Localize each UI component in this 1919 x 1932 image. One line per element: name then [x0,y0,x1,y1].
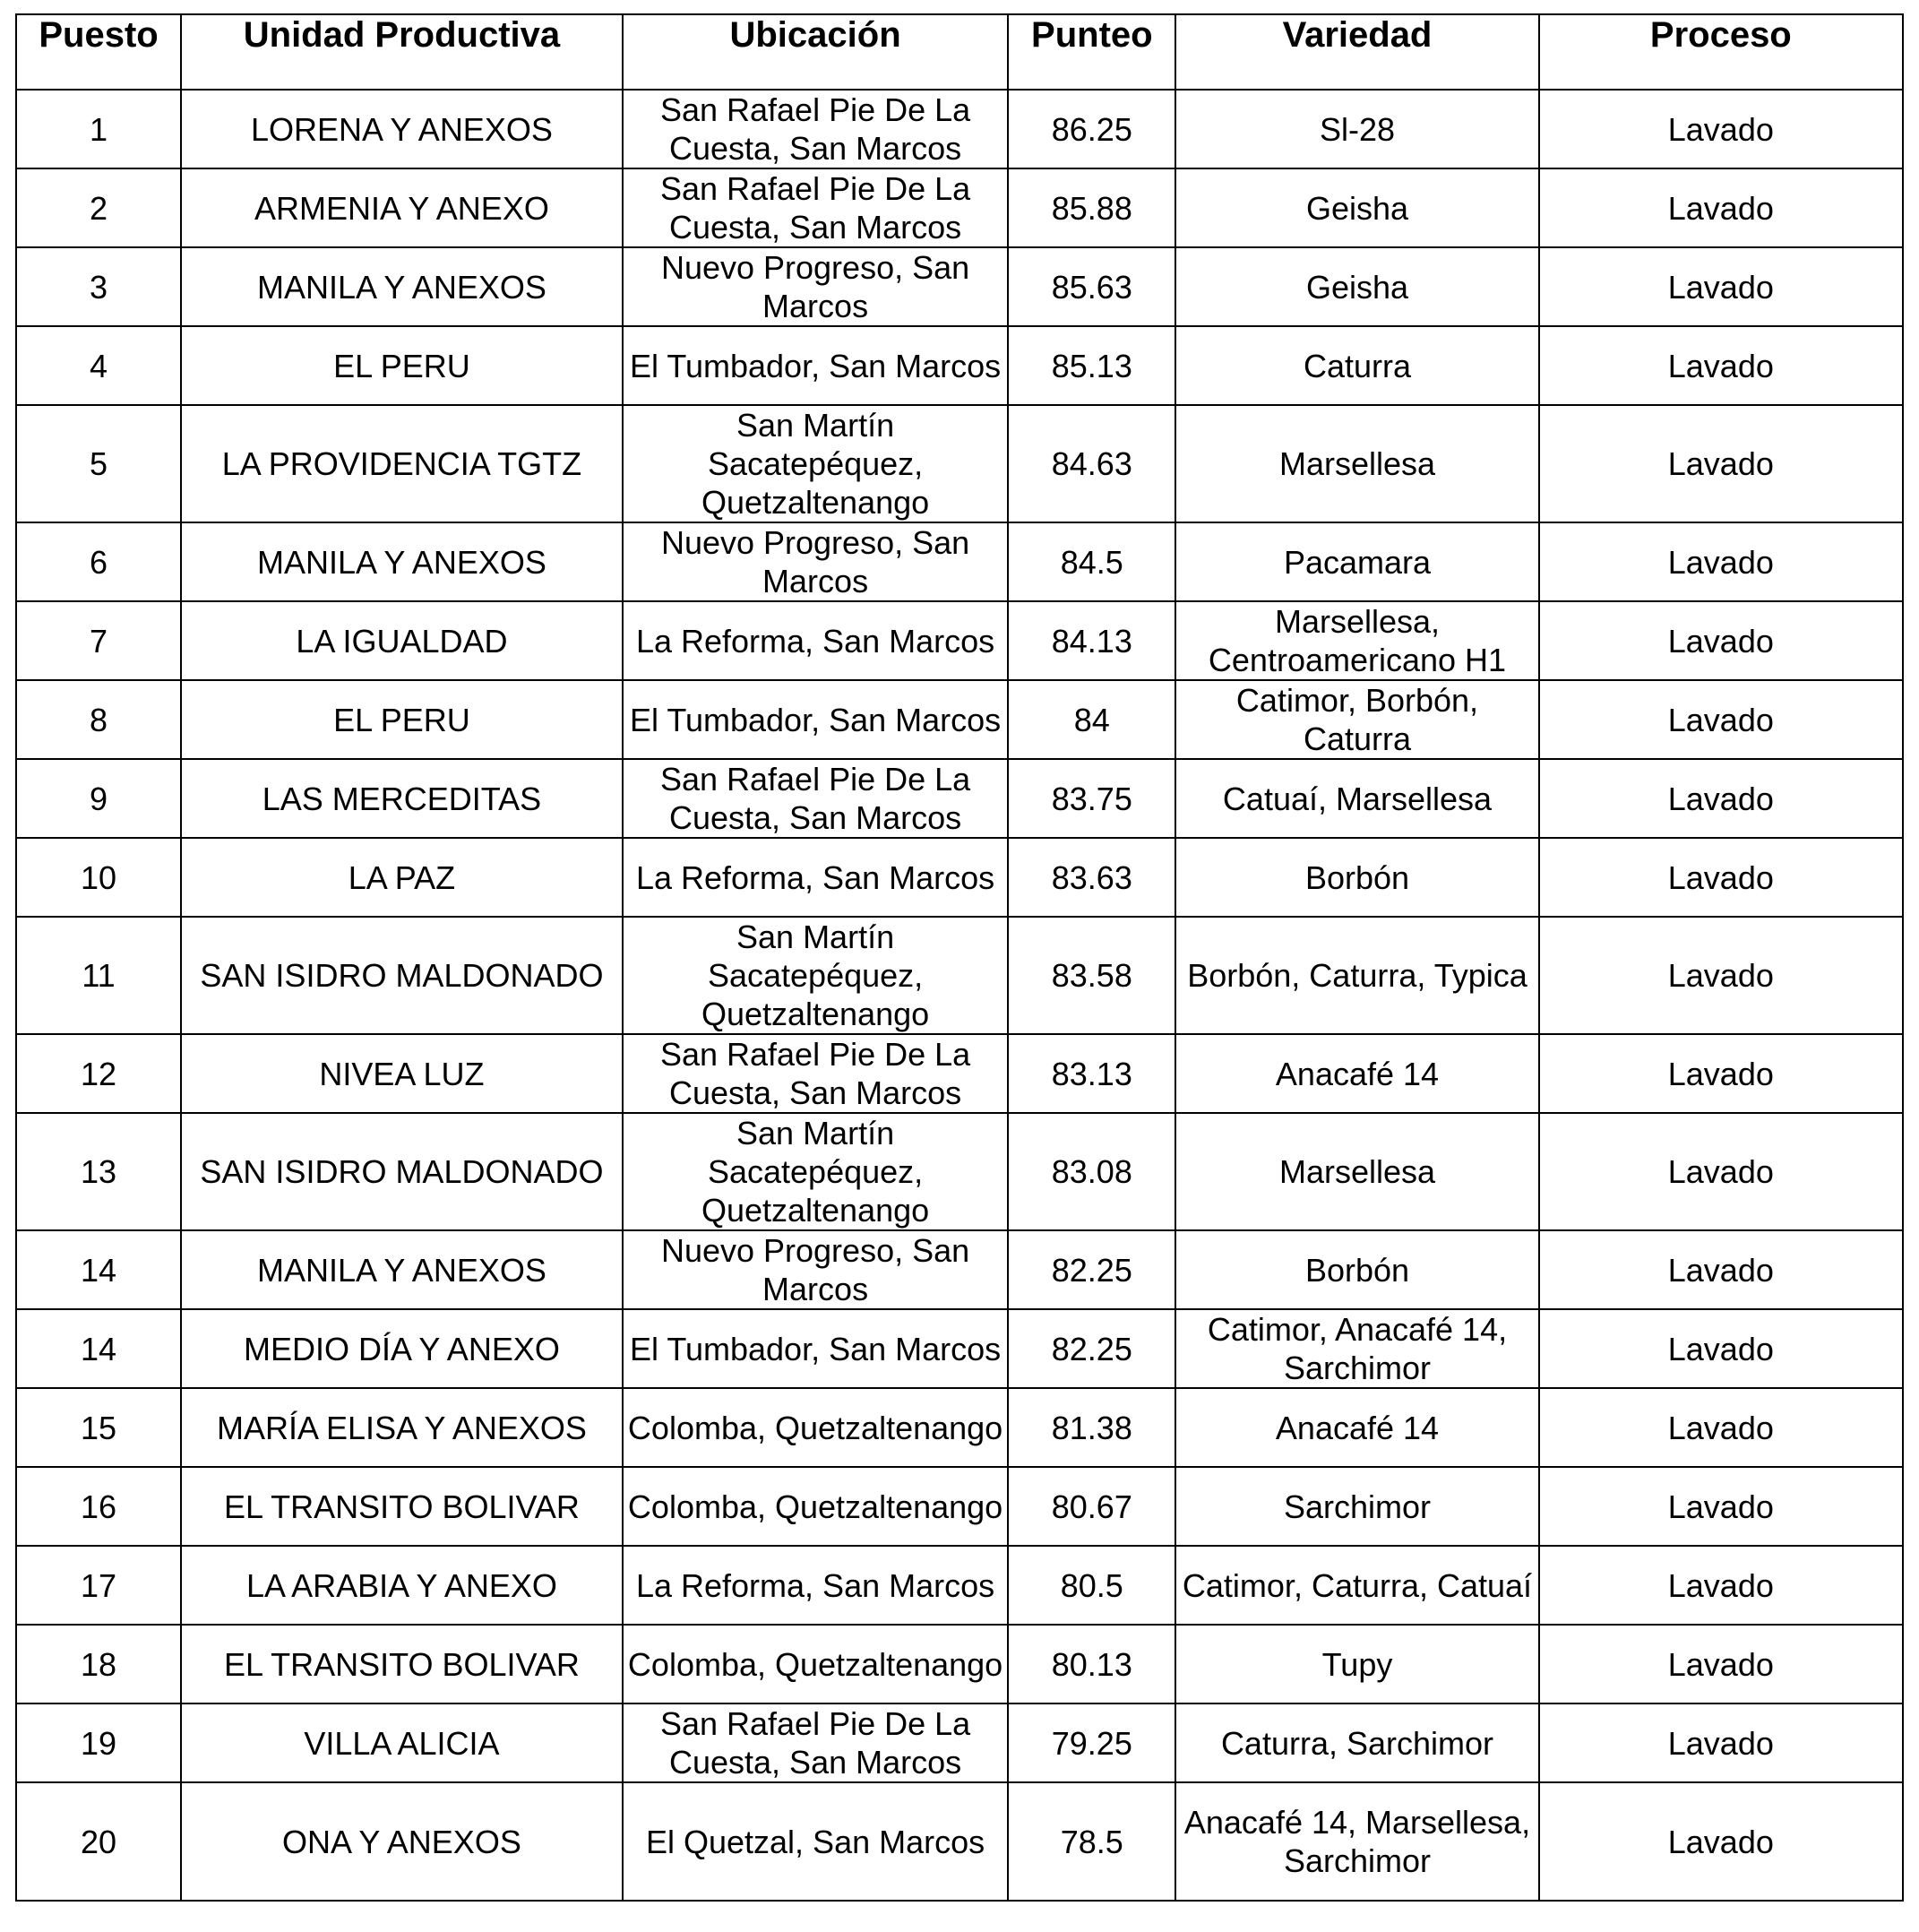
column-header-variedad: Variedad [1175,14,1538,90]
punteo-cell: 84.13 [1008,601,1175,680]
punteo-cell: 83.58 [1008,917,1175,1034]
puesto-cell: 17 [16,1546,181,1625]
ubicacion-cell: San Martín Sacatepéquez, Quetzaltenango [623,405,1008,522]
unidad-productiva-cell: ONA Y ANEXOS [181,1782,623,1901]
proceso-cell: Lavado [1539,838,1903,917]
ubicacion-cell: La Reforma, San Marcos [623,1546,1008,1625]
puesto-cell: 11 [16,917,181,1034]
table-row [16,1546,1903,1625]
variedad-cell: Geisha [1175,247,1538,326]
ubicacion-cell: Nuevo Progreso, San Marcos [623,1230,1008,1309]
table-row [16,1034,1903,1113]
unidad-productiva-cell: VILLA ALICIA [181,1703,623,1782]
puesto-cell: 8 [16,680,181,759]
proceso-cell: Lavado [1539,1546,1903,1625]
variedad-cell: Tupy [1175,1625,1538,1703]
ubicacion-cell: San Rafael Pie De La Cuesta, San Marcos [623,1034,1008,1113]
puesto-cell: 1 [16,90,181,168]
table-row [16,90,1903,168]
table-row [16,247,1903,326]
table-header [16,14,1903,90]
puesto-cell: 12 [16,1034,181,1113]
ubicacion-cell: San Rafael Pie De La Cuesta, San Marcos [623,1703,1008,1782]
punteo-cell: 81.38 [1008,1388,1175,1467]
punteo-cell: 84.5 [1008,522,1175,601]
proceso-cell: Lavado [1539,601,1903,680]
proceso-cell: Lavado [1539,1034,1903,1113]
punteo-cell: 83.63 [1008,838,1175,917]
proceso-cell: Lavado [1539,759,1903,838]
proceso-cell: Lavado [1539,247,1903,326]
punteo-cell: 83.75 [1008,759,1175,838]
ubicacion-cell: Colomba, Quetzaltenango [623,1625,1008,1703]
column-header-proceso: Proceso [1539,14,1903,90]
unidad-productiva-cell: MANILA Y ANEXOS [181,1230,623,1309]
ubicacion-cell: El Tumbador, San Marcos [623,326,1008,405]
unidad-productiva-cell: SAN ISIDRO MALDONADO [181,1113,623,1230]
puesto-cell: 14 [16,1309,181,1388]
proceso-cell: Lavado [1539,680,1903,759]
punteo-cell: 80.13 [1008,1625,1175,1703]
variedad-cell: Geisha [1175,168,1538,247]
punteo-cell: 80.5 [1008,1546,1175,1625]
punteo-cell: 84.63 [1008,405,1175,522]
unidad-productiva-cell: EL PERU [181,326,623,405]
table-row [16,680,1903,759]
table-row [16,405,1903,522]
unidad-productiva-cell: NIVEA LUZ [181,1034,623,1113]
puesto-cell: 13 [16,1113,181,1230]
proceso-cell: Lavado [1539,1467,1903,1546]
puesto-cell: 7 [16,601,181,680]
unidad-productiva-cell: LA IGUALDAD [181,601,623,680]
proceso-cell: Lavado [1539,1309,1903,1388]
unidad-productiva-cell: LAS MERCEDITAS [181,759,623,838]
table-row [16,1388,1903,1467]
punteo-cell: 84 [1008,680,1175,759]
variedad-cell: Marsellesa [1175,1113,1538,1230]
variedad-cell: Catimor, Anacafé 14, Sarchimor [1175,1309,1538,1388]
ubicacion-cell: Colomba, Quetzaltenango [623,1388,1008,1467]
ubicacion-cell: La Reforma, San Marcos [623,601,1008,680]
column-header-unidad-productiva: Unidad Productiva [181,14,623,90]
table-row [16,601,1903,680]
proceso-cell: Lavado [1539,1113,1903,1230]
table-row [16,759,1903,838]
puesto-cell: 9 [16,759,181,838]
table-row [16,168,1903,247]
proceso-cell: Lavado [1539,405,1903,522]
variedad-cell: Borbón [1175,1230,1538,1309]
puesto-cell: 10 [16,838,181,917]
ubicacion-cell: San Rafael Pie De La Cuesta, San Marcos [623,90,1008,168]
results-table [15,13,1904,1902]
punteo-cell: 85.88 [1008,168,1175,247]
proceso-cell: Lavado [1539,1230,1903,1309]
punteo-cell: 80.67 [1008,1467,1175,1546]
puesto-cell: 14 [16,1230,181,1309]
puesto-cell: 18 [16,1625,181,1703]
variedad-cell: Marsellesa, Centroamericano H1 [1175,601,1538,680]
punteo-cell: 82.25 [1008,1230,1175,1309]
table-row [16,838,1903,917]
unidad-productiva-cell: MEDIO DÍA Y ANEXO [181,1309,623,1388]
unidad-productiva-cell: MANILA Y ANEXOS [181,247,623,326]
proceso-cell: Lavado [1539,1782,1903,1901]
ubicacion-cell: San Martín Sacatepéquez, Quetzaltenango [623,917,1008,1034]
unidad-productiva-cell: EL PERU [181,680,623,759]
puesto-cell: 16 [16,1467,181,1546]
column-header-ubicacion: Ubicación [623,14,1008,90]
table-row [16,1230,1903,1309]
variedad-cell: Anacafé 14 [1175,1388,1538,1467]
variedad-cell: Borbón, Caturra, Typica [1175,917,1538,1034]
unidad-productiva-cell: MARÍA ELISA Y ANEXOS [181,1388,623,1467]
unidad-productiva-cell: ARMENIA Y ANEXO [181,168,623,247]
variedad-cell: Catimor, Borbón, Caturra [1175,680,1538,759]
ubicacion-cell: San Rafael Pie De La Cuesta, San Marcos [623,168,1008,247]
proceso-cell: Lavado [1539,1625,1903,1703]
unidad-productiva-cell: EL TRANSITO BOLIVAR [181,1467,623,1546]
unidad-productiva-cell: EL TRANSITO BOLIVAR [181,1625,623,1703]
table-row [16,1625,1903,1703]
variedad-cell: Marsellesa [1175,405,1538,522]
proceso-cell: Lavado [1539,917,1903,1034]
punteo-cell: 85.63 [1008,247,1175,326]
table-row [16,1782,1903,1901]
proceso-cell: Lavado [1539,1703,1903,1782]
proceso-cell: Lavado [1539,522,1903,601]
ubicacion-cell: Nuevo Progreso, San Marcos [623,522,1008,601]
puesto-cell: 5 [16,405,181,522]
table-row [16,1467,1903,1546]
punteo-cell: 83.13 [1008,1034,1175,1113]
column-header-puesto: Puesto [16,14,181,90]
variedad-cell: Catimor, Caturra, Catuaí [1175,1546,1538,1625]
ubicacion-cell: La Reforma, San Marcos [623,838,1008,917]
unidad-productiva-cell: LA PAZ [181,838,623,917]
ubicacion-cell: El Tumbador, San Marcos [623,1309,1008,1388]
ubicacion-cell: San Rafael Pie De La Cuesta, San Marcos [623,759,1008,838]
puesto-cell: 20 [16,1782,181,1901]
unidad-productiva-cell: LA PROVIDENCIA TGTZ [181,405,623,522]
column-header-punteo: Punteo [1008,14,1175,90]
puesto-cell: 15 [16,1388,181,1467]
variedad-cell: Caturra, Sarchimor [1175,1703,1538,1782]
puesto-cell: 2 [16,168,181,247]
punteo-cell: 83.08 [1008,1113,1175,1230]
proceso-cell: Lavado [1539,326,1903,405]
puesto-cell: 19 [16,1703,181,1782]
table-body [16,90,1903,1901]
table-row [16,1309,1903,1388]
punteo-cell: 82.25 [1008,1309,1175,1388]
unidad-productiva-cell: LA ARABIA Y ANEXO [181,1546,623,1625]
variedad-cell: Anacafé 14, Marsellesa, Sarchimor [1175,1782,1538,1901]
punteo-cell: 85.13 [1008,326,1175,405]
variedad-cell: Pacamara [1175,522,1538,601]
variedad-cell: Sarchimor [1175,1467,1538,1546]
ubicacion-cell: San Martín Sacatepéquez, Quetzaltenango [623,1113,1008,1230]
variedad-cell: Caturra [1175,326,1538,405]
variedad-cell: Anacafé 14 [1175,1034,1538,1113]
punteo-cell: 86.25 [1008,90,1175,168]
punteo-cell: 78.5 [1008,1782,1175,1901]
table-row [16,1113,1903,1230]
unidad-productiva-cell: SAN ISIDRO MALDONADO [181,917,623,1034]
ubicacion-cell: Colomba, Quetzaltenango [623,1467,1008,1546]
unidad-productiva-cell: LORENA Y ANEXOS [181,90,623,168]
unidad-productiva-cell: MANILA Y ANEXOS [181,522,623,601]
table-row [16,1703,1903,1782]
table-row [16,917,1903,1034]
puesto-cell: 4 [16,326,181,405]
variedad-cell: Sl-28 [1175,90,1538,168]
proceso-cell: Lavado [1539,168,1903,247]
punteo-cell: 79.25 [1008,1703,1175,1782]
proceso-cell: Lavado [1539,1388,1903,1467]
header-row [16,14,1903,90]
variedad-cell: Borbón [1175,838,1538,917]
variedad-cell: Catuaí, Marsellesa [1175,759,1538,838]
table-row [16,326,1903,405]
ubicacion-cell: El Tumbador, San Marcos [623,680,1008,759]
ubicacion-cell: Nuevo Progreso, San Marcos [623,247,1008,326]
proceso-cell: Lavado [1539,90,1903,168]
puesto-cell: 6 [16,522,181,601]
ubicacion-cell: El Quetzal, San Marcos [623,1782,1008,1901]
puesto-cell: 3 [16,247,181,326]
table-row [16,522,1903,601]
